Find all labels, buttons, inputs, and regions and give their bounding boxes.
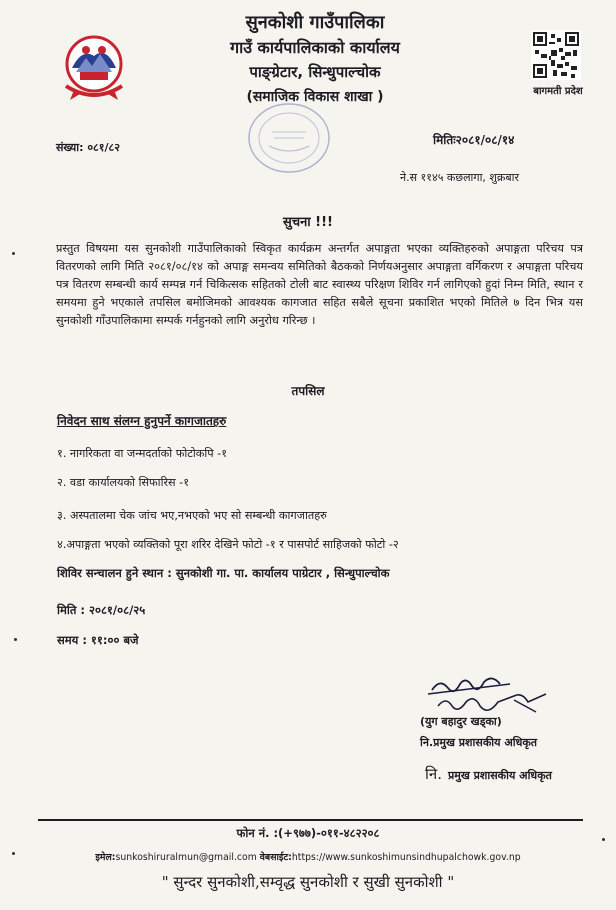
title-prefix: नि. bbox=[425, 765, 442, 783]
footer-divider bbox=[38, 819, 583, 821]
documents-heading: निवेदन साथ संलग्न हुनुपर्ने कागजातहरु bbox=[57, 414, 227, 428]
slogan: " सुन्दर सुनकोशी,सम्वृद्ध सुनकोशी र सुखी सुनकोशी " bbox=[161, 873, 455, 891]
email-label: इमेल: bbox=[95, 852, 116, 863]
office-heading bbox=[150, 10, 480, 110]
scan-speck bbox=[12, 852, 15, 855]
office-place: पाङ्ग्रेटार, सिन्धुपाल्चोक bbox=[249, 63, 381, 81]
nepal-emblem-icon bbox=[62, 28, 126, 110]
document-item: १. नागरिकता वा जन्मदर्ताको फोटोकपि -१ bbox=[57, 447, 228, 460]
contact-line bbox=[0, 850, 616, 863]
tapasil-heading: तपसिल bbox=[291, 384, 325, 398]
document-item: ४.अपाङ्गता भएको व्यक्तिको पूरा शरिर देखिने फोटो -१ र पासपोर्ट साहिजको फोटो -२ bbox=[57, 538, 399, 551]
officer-title-2: प्रमुख प्रशासकीय अधिकृत bbox=[447, 769, 552, 782]
officer-title-stamp bbox=[425, 764, 552, 784]
qr-code-icon bbox=[531, 30, 581, 80]
phone-number: फोन नं. :(+९७७)-०११-४८२२०८ bbox=[236, 826, 380, 840]
office-name: सुनकोशी गाउँपालिका bbox=[245, 12, 385, 33]
office-subtitle: गाउँ कार्यपालिकाको कार्यालय bbox=[230, 38, 400, 57]
office-stamp-icon bbox=[244, 98, 334, 178]
website-link[interactable]: https://www.sunkoshimunsindhupalchowk.gov.np bbox=[291, 852, 521, 863]
issue-date: मितिः२०८१/०८/१४ bbox=[433, 133, 515, 147]
document-item: २. वडा कार्यालयको सिफारिस -१ bbox=[57, 476, 190, 489]
notice-title: सुचना !!! bbox=[283, 215, 333, 230]
scan-speck bbox=[12, 252, 15, 255]
notice-body: प्रस्तुत विषयमा यस सुनकोशी गाउँपालिकाको स्विकृत कार्यक्रम अन्तर्गत अपाङ्गता भएका व्यक्तिहरुको अपाङ्गता परिचय पत्र वितरणको लागि मिति २०८१/०८/१४ को अपाङ्ग समन्वय समितिको बैठकको निर्णयअनुसार अपाङ्गता वर्गिकरण र अपाङ्गता परिचय पत्र वितरण सम्बन्धी कार्य सम्पन्न गर्न चिकित्सक सहितको टोली बाट स्वास्थ्य परिक्षण शिविर गर्न लागिएको हुदां निम्न मिति, स्थान र समयमा हुने भएकाले तपसिल बमोजिमको आवश्यक कागजात सहित सबैले सूचना प्रकाशित भएको मितिले ७ दिन भित्र यस सुनकोशी गाँउपालिकामा सम्पर्क गर्नहुनको लागि अनुरोध गरिन्छ । bbox=[56, 242, 583, 327]
scan-speck bbox=[14, 638, 17, 641]
office-branch: (समाजिक विकास शाखा ) bbox=[246, 89, 384, 105]
camp-date: मिति : २०८१/०८/२५ bbox=[57, 603, 146, 617]
email-link[interactable]: sunkoshiruralmun@gmail.com bbox=[115, 852, 257, 863]
province-label: बागमती प्रदेश bbox=[533, 86, 583, 97]
scan-speck bbox=[602, 838, 605, 841]
camp-time: समय : ११:०० बजे bbox=[57, 633, 139, 647]
officer-name: (युग बहादुर खड्का) bbox=[420, 715, 502, 728]
nepal-sambat-date: ने.स ११४५ कछलागा, शुक्रबार bbox=[400, 171, 519, 184]
camp-venue: शिविर सन्चालन हुने स्थान : सुनकोशी गा. पा. कार्यालय पाग्रेटार , सिन्धुपाल्चोक bbox=[57, 566, 390, 580]
reference-number: संख्या: ०८१/८२ bbox=[56, 141, 120, 154]
officer-title: नि.प्रमुख प्रशासकीय अधिकृत bbox=[420, 736, 538, 749]
document-item: ३. अस्पतालमा चेक जांच भए,नभएको भए सो सम्बन्धी कागजातहरु bbox=[57, 509, 327, 522]
website-label: वेबसाईट: bbox=[259, 852, 292, 863]
